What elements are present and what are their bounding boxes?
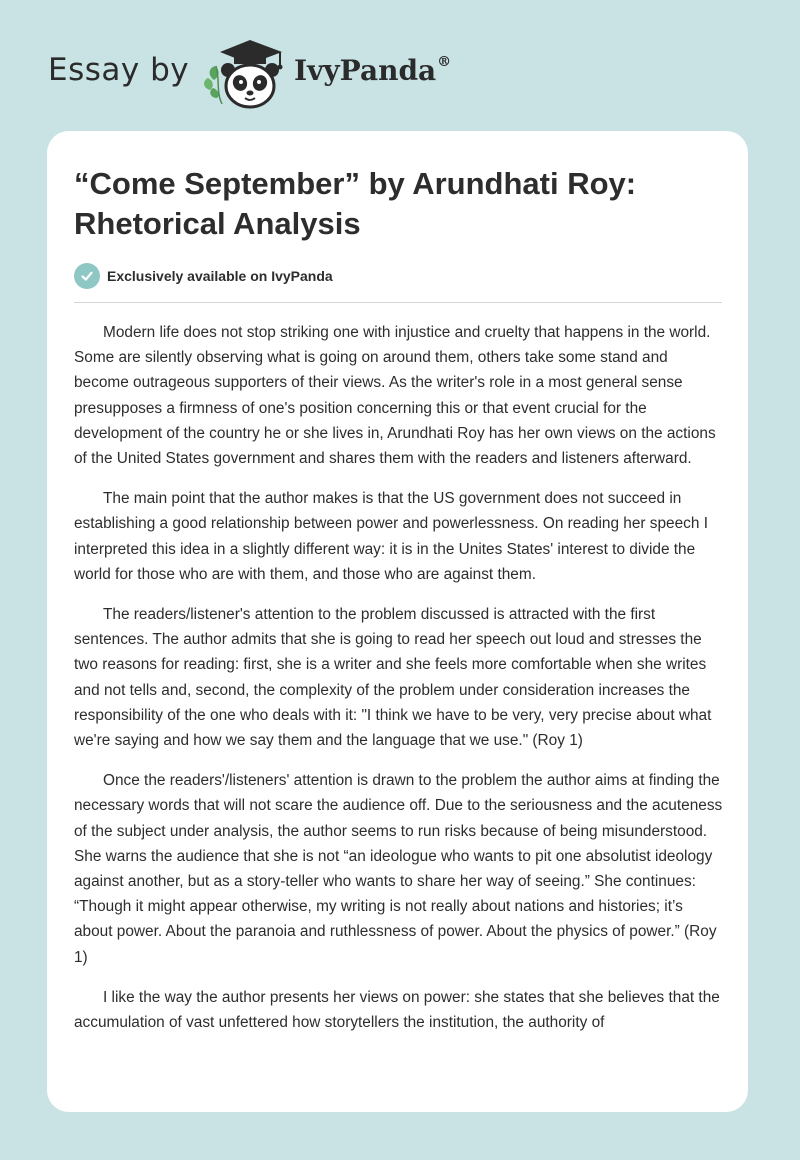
panda-graduate-icon[interactable] [200, 36, 292, 112]
essay-card [47, 131, 748, 1112]
paragraph: Modern life does not stop striking one with injustice and cruelty that happens in the world. Some are silently observing what is going on around them, others take some stand and become outrageous supporters of their views. As the writer's role in a most general sense presupposes a firmness of one's position concerning this or that event crucial for the development of the country he or she lives in, Arundhati Roy has her own views on the actions of the United States government and shares them with the readers and listeners afterward. [74, 324, 716, 468]
divider [74, 302, 722, 303]
paragraph: I like the way the author presents her views on power: she states that she believes that the accumulation of vast unfettered how storytellers the institution, the authority of [74, 988, 720, 1032]
check-circle-icon [74, 263, 100, 289]
exclusive-label: Exclusively available on IvyPanda [107, 268, 333, 284]
paragraph: Once the readers'/listeners' attention is drawn to the problem the author aims at finding the necessary words that will not scare the audience off. Due to the seriousness and the acuteness of the subject under analysis, the author seems to run risks because of being misunderstood. She warns the audience that she is not “an ideologue who wants to pit one absolutist ideology against another, but as a story-teller who wants to share her way of seeing.” She continues: “Though it might appear otherwise, my writing is not really about nations and histories; it’s about power. About the paranoia and ruthlessness of power. About the physics of power.” (Roy 1) [74, 772, 723, 966]
page-title: “Come September” by Arundhati Roy: Rhetorical Analysis [74, 166, 637, 241]
registered-mark: ® [437, 54, 452, 70]
exclusive-badge [74, 263, 333, 289]
essay-by-label: Essay by [48, 52, 190, 88]
brand-name[interactable]: IvyPanda® [294, 54, 452, 87]
paragraph: The main point that the author makes is that the US government does not succeed in establishing a good relationship between power and powerlessness. On reading her speech I interpreted this idea in a slightly different way: it is in the Unites States' interest to divide the world for those who are with them, and those who are against them. [74, 490, 708, 583]
site-header [48, 34, 508, 114]
paragraph: The readers/listener's attention to the problem discussed is attracted with the first sentences. The author admits that she is going to read her speech out loud and stresses the two reasons for reading: first, she is a writer and she feels more comfortable when she writes and not tells and, second, the complexity of the problem under consideration increases the responsibility of the one who deals with it: "I think we have to be very, very precise about what we're saying and how we say them and the language that we use." (Roy 1) [74, 606, 712, 750]
essay-body [74, 320, 724, 1050]
